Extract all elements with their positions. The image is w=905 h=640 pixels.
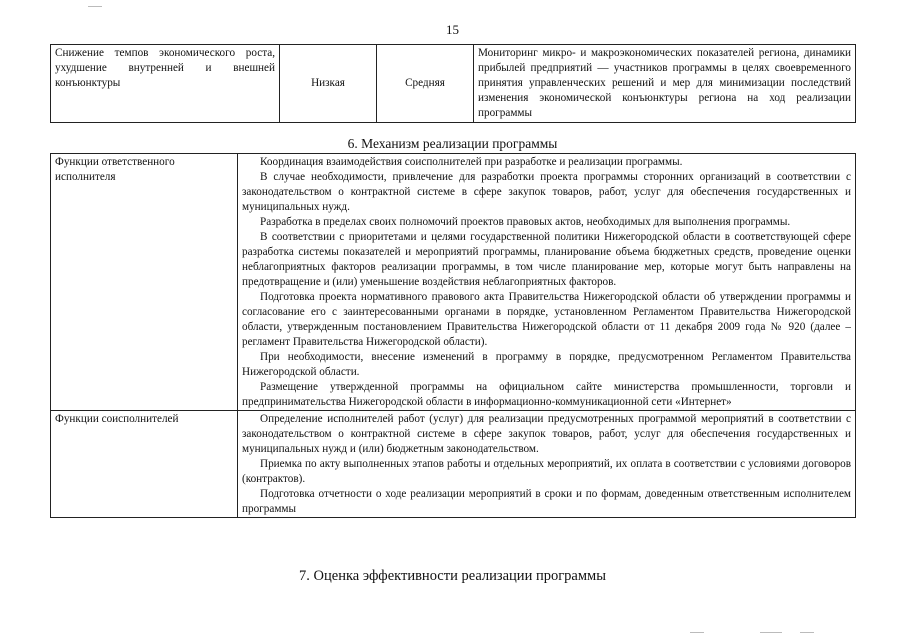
scan-artifact bbox=[88, 6, 102, 7]
section-6-title: 6. Механизм реализации программы bbox=[347, 136, 558, 151]
page-number: 15 bbox=[446, 22, 459, 37]
paragraph: Подготовка проекта нормативного правового акта Правительства Нижегородской области об утверждении программы и согласование его с заинтересованными органами в порядке, установленном Регламентом Правительства Нижегородской области, утвержденным постановлением Правительства Нижегородской области от 11 декабря 2009 года № 920 (далее – регламент Правительства Нижегородской области). bbox=[242, 291, 851, 348]
mechanism-table bbox=[50, 153, 856, 518]
risk-description-cell: Снижение темпов экономического роста, ухудшение внутренней и внешней конъюнктуры bbox=[51, 45, 280, 123]
row-label-responsible: Функции ответственного исполнителя bbox=[51, 154, 238, 411]
paragraph: Определение исполнителей работ (услуг) для реализации предусмотренных программой мероприятий в соответствии с законодательством о контрактной системе в сфере закупок товаров, работ, услуг для обеспечения государственных и муниципальных нужд и (или) бюджетным законодательством. bbox=[242, 413, 851, 455]
scan-artifact bbox=[760, 632, 782, 633]
table-row bbox=[51, 45, 856, 123]
paragraph: В соответствии с приоритетами и целями государственной политики Нижегородской области в соответствующей сфере разработка системы показателей и мероприятий программы, планирование объема бюджетных средств, проведение оценки неблагоприятных факторов реализации программы, в том числе планирование мер, которые могут быть направлены на предотвращение и (или) уменьшение воздействия неблагоприятных факторов. bbox=[242, 231, 851, 288]
paragraph: Подготовка отчетности о ходе реализации мероприятий в сроки и по формам, доведенным ответственным исполнителем программы bbox=[242, 488, 851, 515]
table-row bbox=[51, 154, 856, 411]
paragraph: При необходимости, внесение изменений в программу в порядке, предусмотренном Регламентом Правительства Нижегородской области. bbox=[242, 351, 851, 378]
scan-artifact bbox=[690, 632, 704, 633]
paragraph: Размещение утвержденной программы на официальном сайте министерства промышленности, торговли и предпринимательства Нижегородской области в информационно-коммуникационной сети «Интернет» bbox=[242, 381, 851, 408]
risk-measures-cell: Мониторинг микро- и макроэкономических показателей региона, динамики прибылей предприятий — участников программы в целях своевременного принятия управленческих решений и мер для минимизации последствий изменения экономической конъюнктуры региона на ход реализации программы bbox=[474, 45, 856, 123]
row-content-co-executors bbox=[238, 411, 856, 518]
row-label-co-executors: Функции соисполнителей bbox=[51, 411, 238, 518]
scan-artifact bbox=[800, 632, 814, 633]
risk-table bbox=[50, 44, 856, 123]
row-content-responsible bbox=[238, 154, 856, 411]
risk-impact-cell: Средняя bbox=[377, 45, 474, 123]
risk-probability-cell: Низкая bbox=[280, 45, 377, 123]
paragraph: Координация взаимодействия соисполнителей при разработке и реализации программы. bbox=[260, 156, 683, 168]
paragraph: Приемка по акту выполненных этапов работы и отдельных мероприятий, их оплата в соответствии с условиями договоров (контрактов). bbox=[242, 458, 851, 485]
table-row bbox=[51, 411, 856, 518]
section-7-title: 7. Оценка эффективности реализации программы bbox=[299, 568, 606, 584]
paragraph: Разработка в пределах своих полномочий проектов правовых актов, необходимых для выполнения программы. bbox=[260, 216, 791, 228]
paragraph: В случае необходимости, привлечение для разработки проекта программы сторонних организаций в соответствии с законодательством о контрактной системе в сфере закупок товаров, работ, услуг для обеспечения государственных и муниципальных нужд. bbox=[242, 171, 851, 213]
